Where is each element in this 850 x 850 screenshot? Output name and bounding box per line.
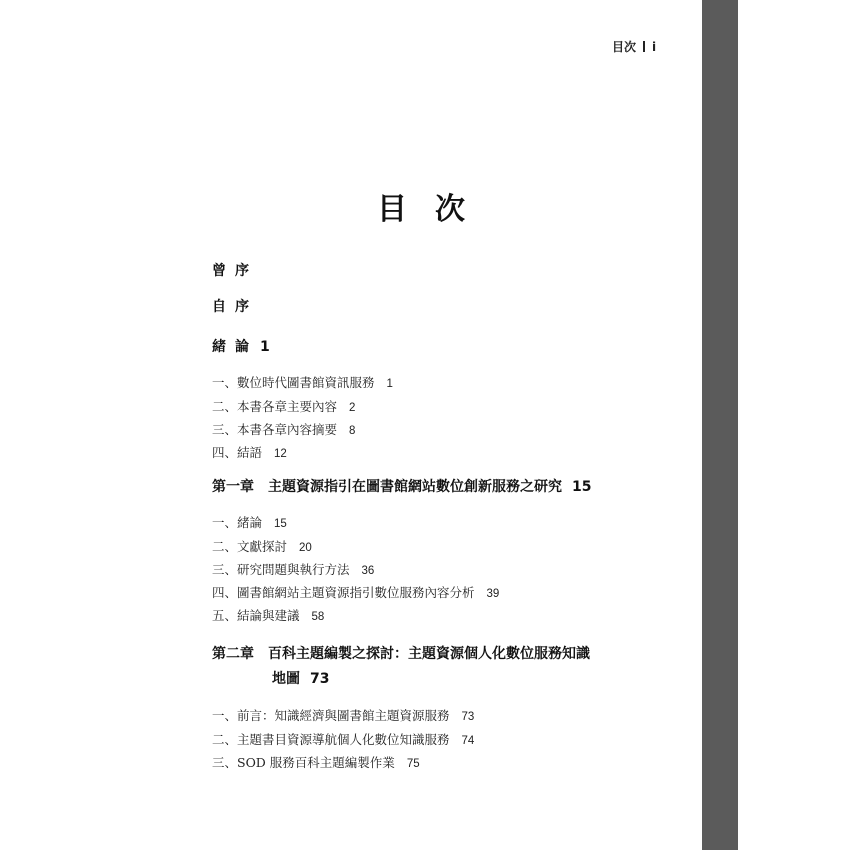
running-head-separator xyxy=(643,41,645,52)
toc-section[interactable] xyxy=(212,706,474,724)
toc-section[interactable] xyxy=(212,753,420,771)
chapter-label: 第二章 xyxy=(212,646,254,662)
entry-page: 1 xyxy=(260,339,270,355)
section-page: 75 xyxy=(406,758,420,770)
entry-title: 緒論 xyxy=(212,339,258,355)
running-head xyxy=(612,38,656,55)
toc-chapter-2[interactable] xyxy=(212,643,590,663)
toc-section[interactable] xyxy=(212,420,355,438)
toc-entry-introduction[interactable] xyxy=(212,336,270,356)
section-page: 20 xyxy=(299,542,312,554)
chapter-title-continued: 地圖 xyxy=(272,671,300,687)
toc-section[interactable] xyxy=(212,397,355,415)
entry-title: 曾序 xyxy=(212,263,258,279)
section-title: 三、SOD 服務百科主題編製作業 xyxy=(212,755,395,770)
section-page: 36 xyxy=(361,565,375,577)
chapter-page: 15 xyxy=(572,479,592,495)
toc-section[interactable] xyxy=(212,443,287,461)
toc-section[interactable] xyxy=(212,513,287,531)
section-title: 五、結論與建議 xyxy=(212,608,300,623)
section-title: 四、結語 xyxy=(212,445,263,460)
section-title: 二、文獻探討 xyxy=(212,539,288,554)
section-title: 三、本書各章內容摘要 xyxy=(212,422,338,437)
page-edge-bar xyxy=(702,0,738,850)
toc-section[interactable] xyxy=(212,560,374,578)
section-page: 74 xyxy=(461,735,475,747)
chapter-label: 第一章 xyxy=(212,479,254,495)
chapter-page: 73 xyxy=(310,671,330,687)
toc-entry-preface-author[interactable] xyxy=(212,296,258,316)
toc-chapter-1[interactable] xyxy=(212,476,591,496)
section-title: 三、研究問題與執行方法 xyxy=(212,562,350,577)
chapter-title: 百科主題編製之探討：主題資源個人化數位服務知識 xyxy=(268,646,590,662)
section-page: 39 xyxy=(486,588,500,600)
toc-section[interactable] xyxy=(212,583,499,601)
entry-title: 自序 xyxy=(212,299,258,315)
page-title: 目次 xyxy=(377,192,493,227)
section-page: 8 xyxy=(349,425,356,437)
section-page: 73 xyxy=(461,711,475,723)
section-page: 1 xyxy=(386,378,393,390)
section-title: 一、數位時代圖書館資訊服務 xyxy=(212,375,375,390)
toc-section[interactable] xyxy=(212,537,312,555)
section-page: 15 xyxy=(274,518,287,530)
toc-chapter-2-continuation[interactable] xyxy=(272,668,329,688)
section-title: 一、前言：知識經濟與圖書館主題資源服務 xyxy=(212,708,450,723)
section-title: 四、圖書館網站主題資源指引數位服務內容分析 xyxy=(212,585,475,600)
section-page: 58 xyxy=(311,611,325,623)
section-title: 二、主題書目資源導航個人化數位知識服務 xyxy=(212,732,450,747)
chapter-title: 主題資源指引在圖書館網站數位創新服務之研究 xyxy=(268,479,562,495)
running-head-title: 目次 xyxy=(612,40,637,54)
running-head-page: i xyxy=(652,40,657,54)
toc-section[interactable] xyxy=(212,373,393,391)
toc-section[interactable] xyxy=(212,730,474,748)
toc-entry-preface-zeng[interactable] xyxy=(212,260,258,280)
section-page: 2 xyxy=(349,402,356,414)
section-title: 二、本書各章主要內容 xyxy=(212,399,338,414)
section-page: 12 xyxy=(274,448,287,460)
toc-section[interactable] xyxy=(212,606,324,624)
section-title: 一、緒論 xyxy=(212,515,263,530)
